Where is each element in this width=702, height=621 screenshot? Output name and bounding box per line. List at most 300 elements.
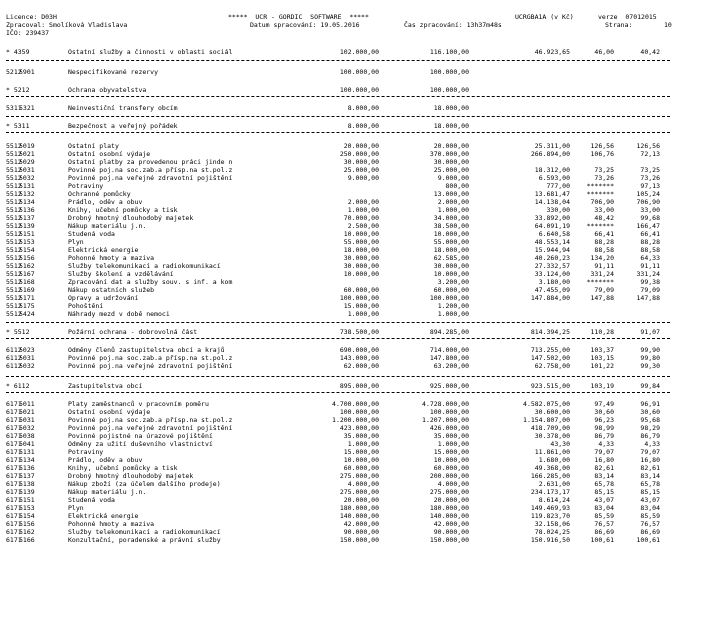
separator: [6, 60, 670, 61]
col-item: 5137: [19, 214, 35, 222]
col-paragraph: 5512: [6, 182, 22, 190]
table-row: [0, 310, 702, 318]
col-pct-adjusted: 97,13: [640, 182, 660, 190]
col-actual: 49.368,00: [534, 464, 570, 472]
col-adjusted-budget: 2.000,00: [437, 198, 469, 206]
col-approved-budget: 100.000,00: [339, 408, 379, 416]
col-approved-budget: 20.000,00: [343, 496, 379, 504]
separator: [6, 116, 670, 117]
col-paragraph: 5512: [6, 246, 22, 254]
col-pct-adjusted: 86,69: [640, 528, 660, 536]
col-actual: 13.681,47: [534, 190, 570, 198]
col-paragraph: 5512: [6, 310, 22, 318]
col-pct-adjusted: 96,91: [640, 400, 660, 408]
col-pct-approved: 100,61: [590, 536, 614, 544]
col-name: Povinné poj.na soc.zab.a přísp.na st.pol.z: [68, 166, 233, 174]
col-approved-budget: 690.000,00: [339, 346, 379, 354]
table-row: [0, 362, 702, 370]
col-pct-approved: 66,41: [594, 230, 614, 238]
col-paragraph: 6171: [6, 520, 22, 528]
col-name: Povinné poj.na veřejné zdravotní pojištění: [68, 174, 233, 182]
col-adjusted-budget: 10.000,00: [433, 230, 469, 238]
col-name: Povinné pojistné na úrazové pojištění: [68, 432, 213, 440]
ico: IČO: 239437: [6, 29, 50, 37]
col-name: Ostatní osobní výdaje: [68, 408, 151, 416]
col-paragraph: 5512: [6, 238, 22, 246]
col-pct-approved: 82,61: [594, 464, 614, 472]
col-paragraph: 5512: [6, 294, 22, 302]
col-approved-budget: 100.000,00: [339, 68, 379, 76]
col-adjusted-budget: 18.000,00: [433, 246, 469, 254]
col-actual: 15.944,94: [534, 246, 570, 254]
col-name: Služby telekomunikací a radiokomunikací: [68, 262, 221, 270]
col-item: 5321: [19, 104, 35, 112]
col-pct-adjusted: 16,80: [640, 456, 660, 464]
table-row: [0, 238, 702, 246]
col-item: 5154: [19, 246, 35, 254]
col-adjusted-budget: 100.000,00: [429, 408, 469, 416]
col-approved-budget: 2.000,00: [347, 198, 379, 206]
col-approved-budget: 25.000,00: [343, 166, 379, 174]
col-pct-adjusted: 64,33: [640, 254, 660, 262]
col-adjusted-budget: 15.000,00: [433, 448, 469, 456]
col-approved-budget: 10.000,00: [343, 456, 379, 464]
col-approved-budget: 42.000,00: [343, 520, 379, 528]
col-item: 5153: [19, 238, 35, 246]
report-code: UCRGBA1A (v Kč): [515, 13, 574, 21]
col-approved-budget: 275.000,00: [339, 472, 379, 480]
table-row: [0, 254, 702, 262]
col-pct-approved: 331,24: [590, 270, 614, 278]
col-paragraph: 6171: [6, 408, 22, 416]
col-pct-approved: 48,42: [594, 214, 614, 222]
total-row: [0, 48, 702, 56]
col-actual: 8.614,24: [538, 496, 570, 504]
col-approved-budget: 10.000,00: [343, 270, 379, 278]
col-actual: 40.260,23: [534, 254, 570, 262]
col-name: Nákup zboží (za účelem dalšího prodeje): [68, 480, 221, 488]
col-actual: 33.124,00: [534, 270, 570, 278]
col-name: Opravy a udržování: [68, 294, 139, 302]
col-approved-budget: 1.000,00: [347, 206, 379, 214]
col-adjusted-budget: 1.207.000,00: [422, 416, 469, 424]
col-paragraph: 6112: [6, 354, 22, 362]
col-approved-budget: 143.000,00: [339, 354, 379, 362]
col-actual: 234.173,17: [530, 488, 570, 496]
col-pct-approved: 16,80: [594, 456, 614, 464]
col-approved-budget: 55.000,00: [343, 238, 379, 246]
col-pct-approved: *******: [586, 222, 614, 230]
col-adjusted-budget: 100.000,00: [429, 86, 469, 94]
col-pct-adjusted: 166,47: [636, 222, 660, 230]
col-pct-adjusted: 73,25: [640, 166, 660, 174]
col-paragraph: 5512: [6, 142, 22, 150]
col-pct-approved: 91,11: [594, 262, 614, 270]
col-name: Nákup ostatních služeb: [68, 286, 155, 294]
col-name: Bezpečnost a veřejný pořádek: [68, 122, 178, 130]
col-adjusted-budget: 1.200,00: [437, 302, 469, 310]
col-adjusted-budget: 18.000,00: [433, 122, 469, 130]
col-approved-budget: 423.000,00: [339, 424, 379, 432]
col-item: 5031: [19, 166, 35, 174]
col-actual: 33.892,00: [534, 214, 570, 222]
total-row: [0, 86, 702, 94]
table-row: [0, 472, 702, 480]
table-row: [0, 302, 702, 310]
col-pct-approved: 73,26: [594, 174, 614, 182]
col-adjusted-budget: 147.800,00: [429, 354, 469, 362]
col-name: Prádlo, oděv a obuv: [68, 456, 143, 464]
col-actual: 78.024,25: [534, 528, 570, 536]
col-item: 5021: [19, 408, 35, 416]
col-paragraph: 5512: [6, 230, 22, 238]
table-row: [0, 440, 702, 448]
col-item: 5136: [19, 464, 35, 472]
col-pct-adjusted: 83,04: [640, 504, 660, 512]
col-actual: 147.884,00: [530, 294, 570, 302]
col-approved-budget: 10.000,00: [343, 230, 379, 238]
col-actual: 25.311,00: [534, 142, 570, 150]
col-name: Neinvestiční transfery obcím: [68, 104, 178, 112]
col-paragraph: 5212: [6, 68, 22, 76]
col-pct-adjusted: 83,14: [640, 472, 660, 480]
col-approved-budget: 275.000,00: [339, 488, 379, 496]
col-approved-budget: 1.000,00: [347, 440, 379, 448]
col-pct-adjusted: 98,29: [640, 424, 660, 432]
col-pct-approved: 110,28: [590, 328, 614, 336]
col-approved-budget: 62.000,00: [343, 362, 379, 370]
col-adjusted-budget: 34.000,00: [433, 214, 469, 222]
col-actual: 4.582.075,00: [523, 400, 570, 408]
table-row: [0, 230, 702, 238]
col-actual: 47.455,09: [534, 286, 570, 294]
col-pct-approved: 43,07: [594, 496, 614, 504]
col-pct-approved: 4,33: [598, 440, 614, 448]
col-pct-adjusted: 99,80: [640, 354, 660, 362]
col-approved-budget: 30.000,00: [343, 158, 379, 166]
col-adjusted-budget: 42.000,00: [433, 520, 469, 528]
col-name: Požární ochrana - dobrovolná část: [68, 328, 198, 336]
col-adjusted-budget: 38.500,00: [433, 222, 469, 230]
col-pct-adjusted: 99,84: [640, 382, 660, 390]
col-paragraph: 6171: [6, 512, 22, 520]
col-pct-adjusted: 706,90: [636, 198, 660, 206]
col-approved-budget: 150.000,00: [339, 536, 379, 544]
col-approved-budget: 140.000,00: [339, 512, 379, 520]
col-item: 5901: [19, 68, 35, 76]
col-paragraph: 6171: [6, 448, 22, 456]
col-paragraph: 6171: [6, 416, 22, 424]
col-item: 5424: [19, 310, 35, 318]
header-line-2: [0, 21, 702, 29]
col-approved-budget: 8.000,00: [347, 104, 379, 112]
col-pct-approved: 96,23: [594, 416, 614, 424]
col-item: 5168: [19, 278, 35, 286]
col-pct-adjusted: 99,30: [640, 362, 660, 370]
col-pct-approved: 103,37: [590, 346, 614, 354]
col-pct-approved: 33,00: [594, 206, 614, 214]
col-adjusted-budget: 426.000,00: [429, 424, 469, 432]
col-pct-adjusted: 43,07: [640, 496, 660, 504]
table-row: [0, 416, 702, 424]
col-adjusted-budget: 18.000,00: [433, 104, 469, 112]
col-item: 5029: [19, 158, 35, 166]
col-actual: 62.758,00: [534, 362, 570, 370]
page-label: Strana:: [605, 21, 633, 29]
col-pct-approved: 83,14: [594, 472, 614, 480]
col-approved-budget: 20.000,00: [343, 142, 379, 150]
col-name: Nespecifikované rezervy: [68, 68, 159, 76]
col-pct-adjusted: 91,11: [640, 262, 660, 270]
col-actual: 418.709,00: [530, 424, 570, 432]
col-item: 5032: [19, 174, 35, 182]
col-pct-approved: 147,88: [590, 294, 614, 302]
table-row: [0, 286, 702, 294]
col-item: 5038: [19, 432, 35, 440]
col-item: 5032: [19, 424, 35, 432]
col-adjusted-budget: 20.000,00: [433, 496, 469, 504]
col-name: Plyn: [68, 504, 84, 512]
col-adjusted-budget: 150.000,00: [429, 536, 469, 544]
table-row: [0, 294, 702, 302]
col-actual: 119.823,70: [530, 512, 570, 520]
col-item: 5136: [19, 206, 35, 214]
separator: [6, 132, 670, 133]
col-pct-approved: 88,58: [594, 246, 614, 254]
col-actual: 27.332,57: [534, 262, 570, 270]
col-approved-budget: 90.000,00: [343, 528, 379, 536]
col-pct-adjusted: 72,13: [640, 150, 660, 158]
col-pct-approved: 85,15: [594, 488, 614, 496]
col-pct-approved: 126,56: [590, 142, 614, 150]
table-row: [0, 166, 702, 174]
col-pct-adjusted: 88,28: [640, 238, 660, 246]
col-pct-approved: 79,07: [594, 448, 614, 456]
col-item: 5032: [19, 362, 35, 370]
col-pct-approved: 134,20: [590, 254, 614, 262]
col-approved-budget: 15.000,00: [343, 302, 379, 310]
separator: [6, 322, 670, 323]
col-adjusted-budget: 10.000,00: [433, 456, 469, 464]
col-pct-adjusted: 4,33: [644, 440, 660, 448]
table-row: [0, 182, 702, 190]
col-paragraph: 5311: [6, 104, 22, 112]
col-name: Elektrická energie: [68, 512, 139, 520]
col-name: Elektrická energie: [68, 246, 139, 254]
col-item: 5011: [19, 400, 35, 408]
col-adjusted-budget: 370.000,00: [429, 150, 469, 158]
table-row: [0, 346, 702, 354]
col-name: Knihy, učební pomůcky a tisk: [68, 206, 178, 214]
table-row: [0, 270, 702, 278]
report-title: ***** UCR - GORDIC SOFTWARE *****: [228, 13, 369, 21]
col-item: 5175: [19, 302, 35, 310]
col-paragraph: 5512: [6, 174, 22, 182]
col-pct-approved: 73,25: [594, 166, 614, 174]
col-actual: 266.894,00: [530, 150, 570, 158]
col-pct-adjusted: 99,68: [640, 214, 660, 222]
col-item: 5023: [19, 346, 35, 354]
col-pct-adjusted: 30,60: [640, 408, 660, 416]
col-approved-budget: 2.500,00: [347, 222, 379, 230]
col-pct-approved: 76,57: [594, 520, 614, 528]
col-pct-approved: *******: [586, 182, 614, 190]
col-adjusted-budget: 275.000,00: [429, 488, 469, 496]
page-number: 10: [664, 21, 672, 29]
col-paragraph: 5512: [6, 270, 22, 278]
col-approved-budget: 35.000,00: [343, 432, 379, 440]
col-name: Studená voda: [68, 230, 115, 238]
col-item: 5171: [19, 294, 35, 302]
col-item: 5131: [19, 448, 35, 456]
col-adjusted-budget: 100.000,00: [429, 68, 469, 76]
col-name: Povinné poj.na soc.zab.a přísp.na st.pol.z: [68, 354, 233, 362]
col-pct-approved: 83,04: [594, 504, 614, 512]
col-pct-adjusted: 73,26: [640, 174, 660, 182]
col-adjusted-budget: 1.000,00: [437, 310, 469, 318]
col-paragraph: 5512: [6, 158, 22, 166]
col-adjusted-budget: 1.000,00: [437, 440, 469, 448]
col-adjusted-budget: 4.000,00: [437, 480, 469, 488]
col-pct-adjusted: 331,24: [636, 270, 660, 278]
licence: Licence: D03H: [6, 13, 57, 21]
col-actual: 147.502,00: [530, 354, 570, 362]
col-actual: 150.916,50: [530, 536, 570, 544]
col-adjusted-budget: 62.585,00: [433, 254, 469, 262]
col-adjusted-budget: 20.000,00: [433, 142, 469, 150]
col-pct-adjusted: 105,24: [636, 190, 660, 198]
col-adjusted-budget: 9.000,00: [437, 174, 469, 182]
col-actual: 1.680,00: [538, 456, 570, 464]
col-name: Ochrana obyvatelstva: [68, 86, 147, 94]
col-pct-approved: 706,90: [590, 198, 614, 206]
col-paragraph: 6171: [6, 440, 22, 448]
col-actual: 6.640,58: [538, 230, 570, 238]
col-adjusted-budget: 116.100,00: [429, 48, 469, 56]
col-adjusted-budget: 10.000,00: [433, 270, 469, 278]
col-pct-adjusted: 85,15: [640, 488, 660, 496]
col-adjusted-budget: 90.000,00: [433, 528, 469, 536]
col-actual: 814.394,25: [530, 328, 570, 336]
col-adjusted-budget: 140.000,00: [429, 512, 469, 520]
col-pct-approved: 79,09: [594, 286, 614, 294]
col-item: 5166: [19, 536, 35, 544]
col-approved-budget: 100.000,00: [339, 86, 379, 94]
col-paragraph: 6171: [6, 400, 22, 408]
col-item: 5139: [19, 222, 35, 230]
col-name: Náhrady mezd v době nemoci: [68, 310, 170, 318]
total-row: [0, 382, 702, 390]
col-pct-adjusted: 100,61: [636, 536, 660, 544]
col-paragraph: 5512: [6, 198, 22, 206]
col-actual: 2.631,00: [538, 480, 570, 488]
col-paragraph: 6171: [6, 480, 22, 488]
table-row: [0, 432, 702, 440]
col-actual: 1.154.807,00: [523, 416, 570, 424]
col-approved-budget: 15.000,00: [343, 448, 379, 456]
col-actual: 923.515,00: [530, 382, 570, 390]
table-row: [0, 214, 702, 222]
col-pct-adjusted: 85,59: [640, 512, 660, 520]
col-name: Povinné poj.na soc.zab.a přísp.na st.pol.z: [68, 416, 233, 424]
col-item: 5137: [19, 472, 35, 480]
col-adjusted-budget: 60.000,00: [433, 464, 469, 472]
col-paragraph: 5512: [6, 222, 22, 230]
col-pct-approved: *******: [586, 278, 614, 286]
col-adjusted-budget: 714.000,00: [429, 346, 469, 354]
table-row: [0, 206, 702, 214]
col-pct-approved: 103,15: [590, 354, 614, 362]
col-name: Pohonné hmoty a maziva: [68, 520, 155, 528]
col-paragraph: 6171: [6, 536, 22, 544]
col-name: Zastupitelstva obcí: [68, 382, 143, 390]
col-pct-approved: 97,49: [594, 400, 614, 408]
col-name: Služby telekomunikací a radiokomunikací: [68, 528, 221, 536]
col-item: 5134: [19, 198, 35, 206]
col-pct-adjusted: 40,42: [640, 48, 660, 56]
col-adjusted-budget: 60.000,00: [433, 286, 469, 294]
col-item: 5156: [19, 254, 35, 262]
col-actual: 64.091,19: [534, 222, 570, 230]
col-pct-adjusted: 99,90: [640, 346, 660, 354]
col-pct-adjusted: 76,57: [640, 520, 660, 528]
col-item: 5153: [19, 504, 35, 512]
col-actual: 46.923,65: [534, 48, 570, 56]
col-paragraph: 6171: [6, 432, 22, 440]
table-row: [0, 198, 702, 206]
col-actual: 30.600,00: [534, 408, 570, 416]
col-actual: 149.469,93: [530, 504, 570, 512]
col-actual: 30.378,00: [534, 432, 570, 440]
col-paragraph: 6171: [6, 424, 22, 432]
col-name: Drobný hmotný dlouhodobý majetek: [68, 472, 194, 480]
col-paragraph: 5512: [6, 302, 22, 310]
col-adjusted-budget: 30.000,00: [433, 158, 469, 166]
col-name: Drobný hmotný dlouhodobý majetek: [68, 214, 194, 222]
col-paragraph: 6171: [6, 496, 22, 504]
col-adjusted-budget: 63.200,00: [433, 362, 469, 370]
table-row: [0, 512, 702, 520]
col-pct-adjusted: 79,07: [640, 448, 660, 456]
col-pct-approved: 86,69: [594, 528, 614, 536]
col-paragraph: * 5311: [6, 122, 30, 130]
col-approved-budget: 60.000,00: [343, 286, 379, 294]
col-name: Platy zaměstnanců v pracovním poměru: [68, 400, 209, 408]
table-row: [0, 278, 702, 286]
col-adjusted-budget: 13.000,00: [433, 190, 469, 198]
table-row: [0, 190, 702, 198]
col-approved-budget: 18.000,00: [343, 246, 379, 254]
table-row: [0, 536, 702, 544]
total-row: [0, 122, 702, 130]
version: verze 07012015: [598, 13, 657, 21]
col-name: Ostatní osobní výdaje: [68, 150, 151, 158]
col-name: Odměny za užití duševního vlastnictví: [68, 440, 213, 448]
table-row: [0, 424, 702, 432]
col-pct-approved: *******: [586, 190, 614, 198]
col-adjusted-budget: 3.200,00: [437, 278, 469, 286]
col-approved-budget: 8.000,00: [347, 122, 379, 130]
col-item: 5131: [19, 182, 35, 190]
header-line-3: [0, 29, 702, 37]
col-adjusted-budget: 30.000,00: [433, 262, 469, 270]
table-row: [0, 174, 702, 182]
col-paragraph: 5512: [6, 286, 22, 294]
col-actual: 713.255,00: [530, 346, 570, 354]
table-row: [0, 408, 702, 416]
col-pct-adjusted: 33,00: [640, 206, 660, 214]
col-actual: 11.861,00: [534, 448, 570, 456]
